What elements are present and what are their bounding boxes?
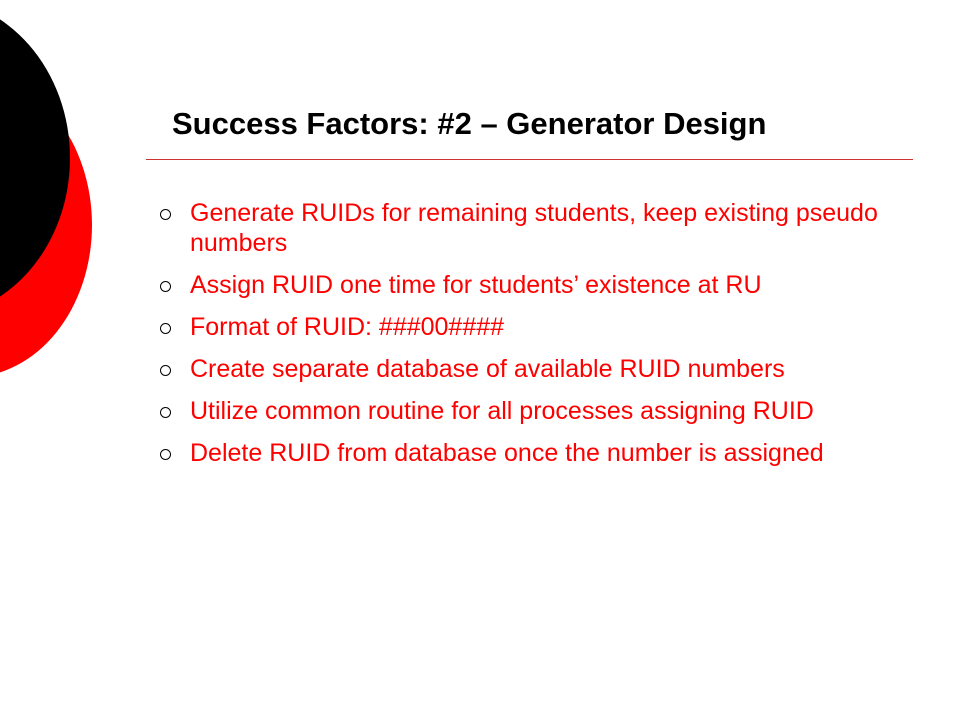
bullet-text: Assign RUID one time for students’ existence at RU — [190, 271, 762, 299]
hollow-circle-icon — [160, 281, 171, 292]
hollow-circle-icon — [160, 449, 171, 460]
bullet-text: Utilize common routine for all processes assigning RUID — [190, 397, 814, 425]
bullet-item — [160, 270, 920, 300]
bullet-item — [160, 198, 920, 258]
bullet-item — [160, 312, 920, 342]
hollow-circle-icon — [160, 209, 171, 220]
bullet-text: Generate RUIDs for remaining students, keep existing pseudo numbers — [190, 199, 878, 257]
bullet-list — [160, 198, 920, 480]
hollow-circle-icon — [160, 407, 171, 418]
slide-title: Success Factors: #2 – Generator Design — [172, 106, 767, 141]
title-divider — [146, 159, 913, 160]
bullet-text: Create separate database of available RUID numbers — [190, 355, 785, 383]
hollow-circle-icon — [160, 365, 171, 376]
bullet-text: Delete RUID from database once the number is assigned — [190, 439, 824, 467]
bullet-text: Format of RUID: ###00#### — [190, 313, 505, 341]
bullet-item — [160, 396, 920, 426]
hollow-circle-icon — [160, 323, 171, 334]
decorative-circles — [0, 0, 140, 400]
bullet-item — [160, 438, 920, 468]
bullet-item — [160, 354, 920, 384]
